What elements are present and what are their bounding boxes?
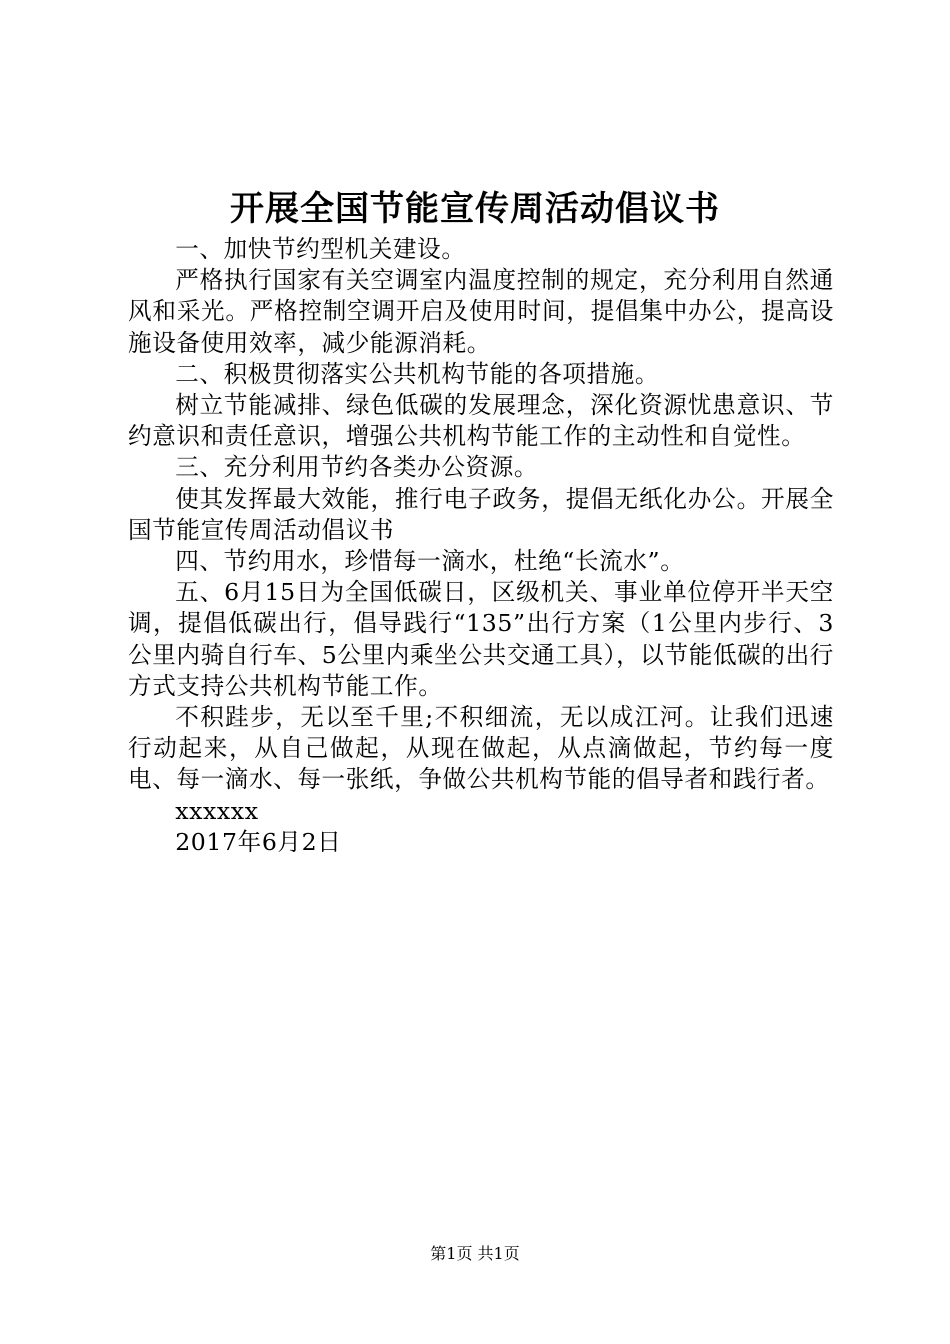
document-title: 开展全国节能宣传周活动倡议书	[230, 189, 720, 229]
section-heading-2: 二、积极贯彻落实公共机构节能的各项措施。	[175, 359, 660, 388]
section-heading-4: 四、节约用水，珍惜每一滴水，杜绝“长流水”。	[175, 547, 685, 576]
page-footer: 第1页 共1页	[430, 1244, 520, 1263]
document-body	[128, 234, 834, 858]
closing-paragraph: 不积跬步，无以至千里;不积细流，无以成江河。让我们迅速行动起来，从自己做起，从现在做起，从点滴做起，节约每一度电、每一滴水、每一张纸，争做公共机构节能的倡导者和践行者。	[128, 703, 834, 794]
section-heading-3: 三、充分利用节约各类办公资源。	[175, 453, 539, 482]
signature: xxxxxx	[175, 796, 259, 825]
section-5: 五、6月15日为全国低碳日，区级机关、事业单位停开半天空调，提倡低碳出行，倡导践行“135”出行方案（1公里内步行、3公里内骑自行车、5公里内乘坐公共交通工具），以节能低碳的出行方式支持公共机构节能工作。	[128, 578, 834, 700]
section-body-2: 树立节能减排、绿色低碳的发展理念，深化资源忧患意识、节约意识和责任意识，增强公共机构节能工作的主动性和自觉性。	[128, 391, 834, 451]
document-date: 2017年6月2日	[175, 827, 342, 856]
section-heading-1: 一、加快节约型机关建设。	[175, 235, 466, 263]
section-body-1: 严格执行国家有关空调室内温度控制的规定，充分利用自然通风和采光。严格控制空调开启及使用时间，提倡集中办公，提高设施设备使用效率，减少能源消耗。	[128, 266, 834, 357]
section-body-3: 使其发挥最大效能，推行电子政务，提倡无纸化办公。开展全国节能宣传周活动倡议书	[128, 484, 834, 544]
